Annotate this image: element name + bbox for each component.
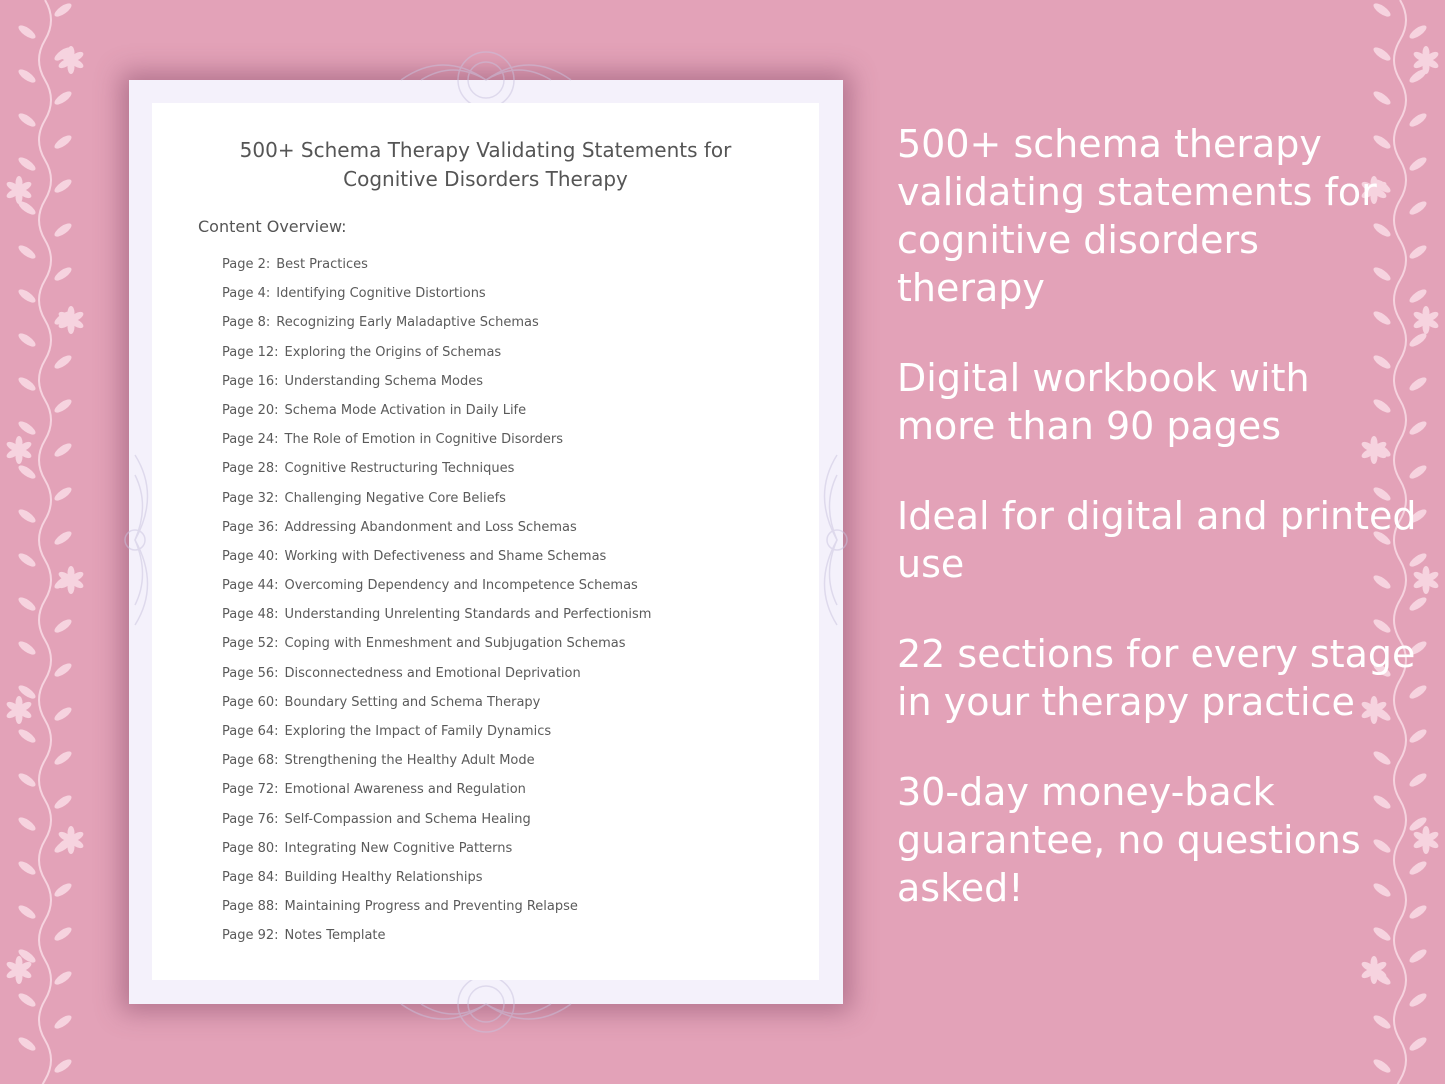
document-title-line-1: 500+ Schema Therapy Validating Statements for — [239, 138, 732, 162]
toc-entry — [222, 722, 651, 751]
toc-page-number: Page 76: — [222, 811, 279, 827]
feature-usage: Ideal for digital and printed use — [897, 494, 1417, 586]
feature-list — [897, 120, 1417, 954]
toc-topic: Self-Compassion and Schema Healing — [284, 811, 531, 827]
toc-entry — [222, 810, 651, 839]
toc-entry — [222, 693, 651, 722]
floral-vine-icon — [5, 0, 85, 1084]
toc-page-number: Page 12: — [222, 344, 279, 360]
toc-entry — [222, 459, 651, 488]
toc-topic: The Role of Emotion in Cognitive Disorders — [284, 432, 563, 448]
toc-topic: Understanding Unrelenting Standards and Perfectionism — [284, 607, 652, 623]
toc-entry — [222, 547, 651, 576]
mandala-icon — [381, 974, 591, 1034]
toc-topic: Emotional Awareness and Regulation — [284, 782, 526, 798]
mandala-icon — [115, 450, 155, 630]
document-title — [152, 136, 819, 194]
toc-topic: Working with Defectiveness and Shame Schemas — [284, 548, 607, 564]
toc-entry — [222, 372, 651, 401]
toc-topic: Overcoming Dependency and Incompetence Schemas — [284, 578, 638, 594]
toc-topic: Notes Template — [284, 928, 386, 944]
toc-topic: Building Healthy Relationships — [284, 869, 483, 885]
toc-page-number: Page 44: — [222, 578, 279, 594]
toc-topic: Exploring the Impact of Family Dynamics — [284, 724, 552, 739]
toc-entry — [222, 576, 651, 605]
toc-topic: Best Practices — [276, 257, 368, 272]
toc-page-number: Page 4: — [222, 286, 271, 302]
toc-page-number: Page 36: — [222, 519, 279, 535]
toc-page-number: Page 68: — [222, 753, 279, 769]
toc-page-number: Page 84: — [222, 869, 279, 885]
mandala-icon — [381, 50, 591, 110]
toc-topic: Maintaining Progress and Preventing Relapse — [284, 899, 578, 915]
toc-page-number: Page 56: — [222, 665, 279, 681]
document-title-line-2: Cognitive Disorders Therapy — [343, 167, 628, 191]
toc-entry — [222, 313, 651, 342]
mandala-icon — [817, 450, 857, 630]
toc-page-number: Page 40: — [222, 548, 279, 564]
toc-page-number: Page 52: — [222, 636, 279, 652]
toc-entry — [222, 343, 651, 372]
feature-statement-count: 500+ schema therapy validating statements for cognitive disorders therapy — [897, 122, 1377, 310]
toc-entry — [222, 664, 651, 693]
toc-topic: Recognizing Early Maladaptive Schemas — [276, 315, 539, 331]
toc-page-number: Page 72: — [222, 782, 279, 798]
toc-entry — [222, 605, 651, 634]
toc-entry — [222, 868, 651, 897]
toc-topic: Coping with Enmeshment and Subjugation Schemas — [284, 636, 626, 652]
toc-page-number: Page 60: — [222, 694, 279, 710]
feature-guarantee: 30-day money-back guarantee, no questions asked! — [897, 770, 1361, 910]
toc-page-number: Page 28: — [222, 461, 279, 477]
toc-entry — [222, 839, 651, 868]
toc-page-number: Page 80: — [222, 840, 279, 856]
toc-topic: Strengthening the Healthy Adult Mode — [284, 753, 535, 769]
toc-page-number: Page 32: — [222, 490, 279, 506]
toc-entry — [222, 255, 651, 284]
toc-topic: Addressing Abandonment and Loss Schemas — [284, 519, 577, 535]
toc-topic: Cognitive Restructuring Techniques — [284, 461, 515, 477]
toc-page-number: Page 2: — [222, 257, 271, 272]
toc-entry — [222, 751, 651, 780]
toc-page-number: Page 92: — [222, 928, 279, 944]
table-of-contents — [222, 255, 651, 956]
document-page — [152, 103, 819, 980]
toc-topic: Disconnectedness and Emotional Deprivation — [284, 665, 581, 681]
document-preview — [129, 80, 843, 1004]
toc-page-number: Page 8: — [222, 315, 271, 331]
feature-page-count: Digital workbook with more than 90 pages — [897, 356, 1310, 448]
feature-sections: 22 sections for every stage in your therapy practice — [897, 632, 1416, 724]
toc-entry — [222, 634, 651, 663]
toc-page-number: Page 20: — [222, 402, 279, 418]
toc-topic: Understanding Schema Modes — [284, 373, 484, 389]
toc-topic: Integrating New Cognitive Patterns — [284, 840, 513, 856]
toc-entry — [222, 430, 651, 459]
toc-topic: Challenging Negative Core Beliefs — [284, 490, 506, 506]
toc-page-number: Page 88: — [222, 899, 279, 915]
content-overview-heading: Content Overview: — [198, 217, 347, 236]
toc-topic: Boundary Setting and Schema Therapy — [284, 694, 541, 710]
toc-entry — [222, 518, 651, 547]
toc-page-number: Page 24: — [222, 432, 279, 448]
toc-entry — [222, 897, 651, 926]
left-floral-border — [0, 0, 90, 1084]
toc-topic: Identifying Cognitive Distortions — [276, 286, 486, 302]
toc-entry — [222, 284, 651, 313]
toc-entry — [222, 780, 651, 809]
toc-topic: Exploring the Origins of Schemas — [284, 344, 502, 360]
toc-entry — [222, 489, 651, 518]
toc-topic: Schema Mode Activation in Daily Life — [284, 402, 527, 418]
toc-page-number: Page 64: — [222, 724, 279, 739]
toc-entry — [222, 926, 651, 955]
toc-page-number: Page 48: — [222, 607, 279, 623]
toc-page-number: Page 16: — [222, 373, 279, 389]
toc-entry — [222, 401, 651, 430]
